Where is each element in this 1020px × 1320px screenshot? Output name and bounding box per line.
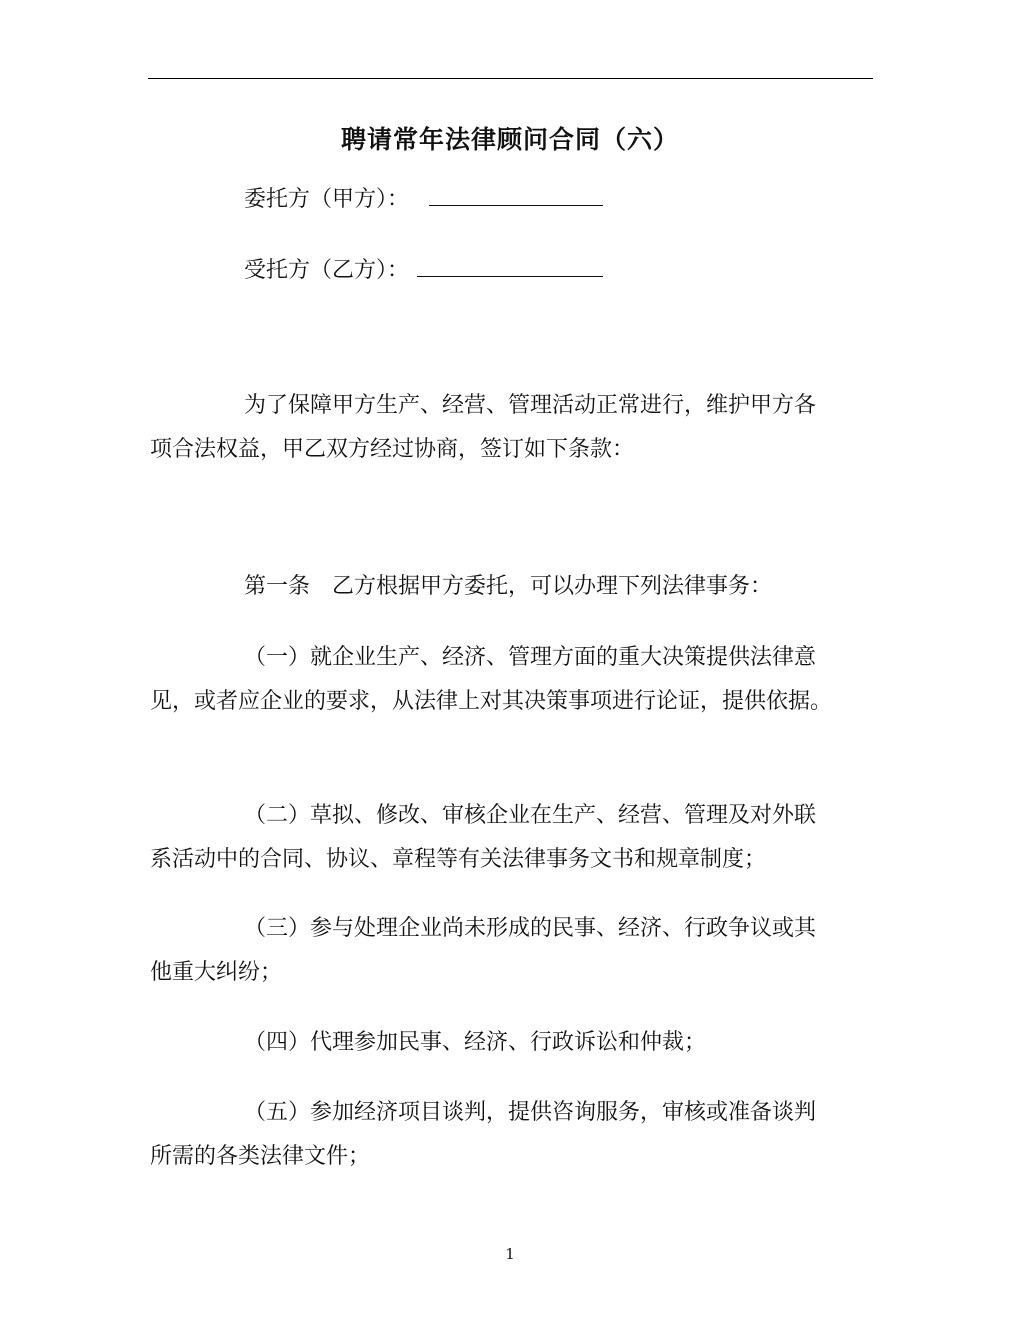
item-5-line-1: （五）参加经济项目谈判，提供咨询服务，审核或准备谈判 <box>244 1100 817 1125</box>
item-2-line-2: 系活动中的合同、协议、章程等有关法律事务文书和规章制度； <box>150 847 767 872</box>
item-3-line-2: 他重大纠纷； <box>150 960 283 985</box>
intro-line-1: 为了保障甲方生产、经营、管理活动正常进行，维护甲方各 <box>244 393 817 418</box>
article-1-heading: 第一条 乙方根据甲方委托，可以办理下列法律事务： <box>244 574 773 599</box>
agent-party-row <box>244 254 603 286</box>
item-3-line-1: （三）参与处理企业尚未形成的民事、经济、行政争议或其 <box>244 916 817 941</box>
document-title: 聘请常年法律顾问合同（六） <box>340 125 679 154</box>
agent-party-label: 受托方（乙方）： <box>244 258 410 283</box>
intro-line-2: 项合法权益，甲乙双方经过协商，签订如下条款： <box>150 437 635 462</box>
client-party-row <box>244 183 603 215</box>
item-4-line-1: （四）代理参加民事、经济、行政诉讼和仲裁； <box>244 1030 707 1055</box>
agent-party-blank <box>417 254 603 277</box>
page-number: 1 <box>505 1245 515 1263</box>
item-1-line-2: 见，或者应企业的要求，从法律上对其决策事项进行论证，提供依据。 <box>150 689 833 714</box>
client-party-label: 委托方（甲方）： <box>244 187 410 212</box>
item-2-line-1: （二）草拟、修改、审核企业在生产、经营、管理及对外联 <box>244 803 817 828</box>
client-party-blank <box>429 183 603 206</box>
header-rule <box>148 78 873 79</box>
item-5-line-2: 所需的各类法律文件； <box>150 1144 371 1169</box>
item-1-line-1: （一）就企业生产、经济、管理方面的重大决策提供法律意 <box>244 645 817 670</box>
